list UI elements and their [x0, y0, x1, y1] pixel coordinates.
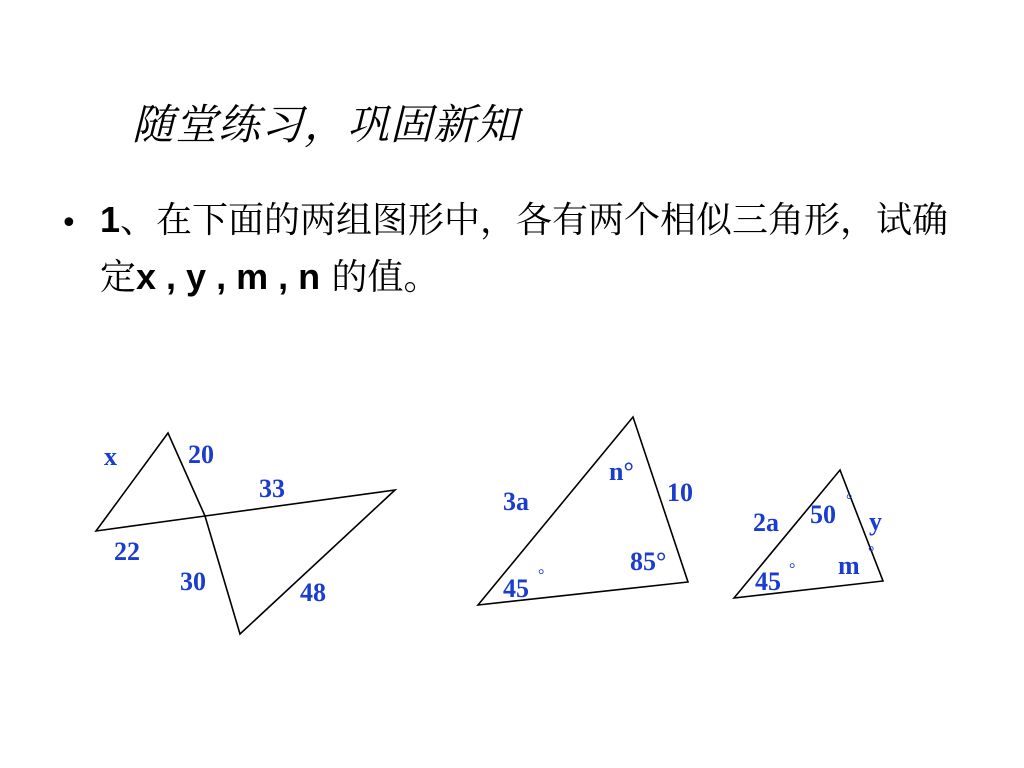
degree-sign-45-small: ° — [789, 561, 796, 578]
exercise-variables: x , y , m , n — [136, 256, 321, 297]
figure-bowtie — [96, 433, 395, 634]
label-side-22: 22 — [114, 537, 140, 566]
triangle-lower-right — [205, 490, 395, 634]
degree-sign-50: ° — [846, 492, 853, 509]
slide-title: 随堂练习，巩固新知 — [132, 100, 520, 149]
label-side-48: 48 — [300, 578, 326, 607]
degree-sign-45-large: ° — [538, 567, 545, 584]
label-angle-n: n° — [609, 457, 634, 486]
label-side-33: 33 — [259, 474, 285, 503]
label-angle-85: 85° — [630, 547, 667, 576]
label-angle-50: 50 — [810, 500, 836, 529]
label-angle-45-large: 45 — [503, 574, 529, 603]
exercise-number: 1 — [100, 199, 121, 240]
label-angle-45-small: 45 — [755, 567, 781, 596]
label-side-10: 10 — [667, 478, 693, 507]
bullet-marker: • — [60, 206, 78, 241]
label-side-y: y — [869, 507, 882, 536]
degree-sign-m: ° — [868, 544, 875, 561]
label-angle-m: m — [838, 551, 860, 580]
exercise-text-part2: 的值。 — [320, 257, 440, 298]
label-side-20: 20 — [188, 440, 214, 469]
exercise-text-part1: 、在下面的两组图形中，各有两个相似三角形，试确定 — [100, 200, 949, 298]
label-side-30: 30 — [180, 567, 206, 596]
label-x: x — [104, 442, 117, 471]
label-side-2a: 2a — [753, 508, 779, 537]
label-side-3a: 3a — [503, 487, 529, 516]
